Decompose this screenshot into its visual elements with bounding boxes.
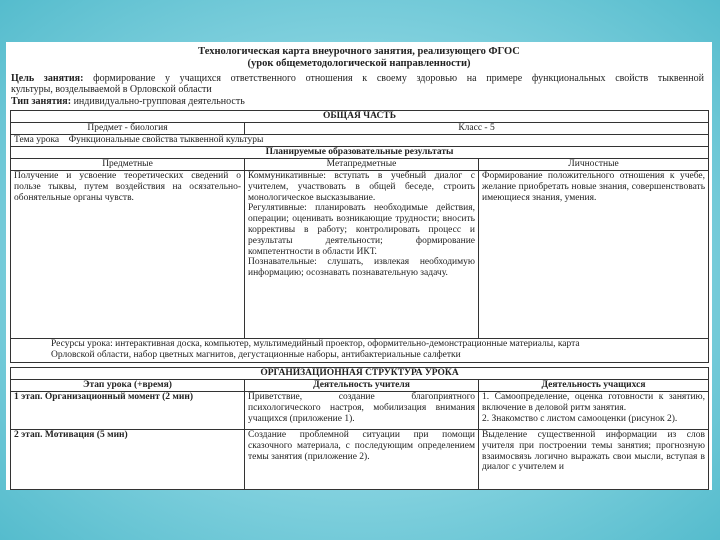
resources-line2: Орловской области, набор цветных магнитов, дегустационные наборы, антибактериальные салфетки bbox=[51, 349, 461, 360]
resources-row bbox=[11, 339, 709, 363]
general-header: ОБЩАЯ ЧАСТЬ bbox=[11, 111, 709, 123]
goal-text: формирование у учащихся ответственного отношения к своему здоровью на примере функциональных свойств тыквенной bbox=[93, 73, 704, 84]
topic-text: Функциональные свойства тыквенной культуры bbox=[68, 135, 264, 145]
col-subject-header: Предметные bbox=[11, 159, 245, 171]
topic-label: Тема урока bbox=[14, 135, 60, 145]
doc-subtitle: (урок общеметодологической направленности) bbox=[247, 58, 471, 69]
students-2: Выделение существенной информации из слов учителя при построении темы занятия; прогнозную взаимосвязь логично выражать свои мысли, вступая в диалог с учителем и bbox=[479, 430, 709, 490]
students-1 bbox=[479, 392, 709, 430]
students-1-a: 1. Самоопределение, оценка готовности к занятию, включение в деловой ритм занятия. bbox=[482, 392, 706, 413]
topic-row bbox=[11, 135, 709, 147]
general-table bbox=[10, 110, 709, 363]
org-header: ОРГАНИЗАЦИОННАЯ СТРУКТУРА УРОКА bbox=[11, 368, 709, 380]
resources-line1: Ресурсы урока: интерактивная доска, компьютер, мультимедийный проектор, оформительно-демонстрационные материалы, карта bbox=[51, 339, 580, 349]
grade-cell: Класс - 5 bbox=[245, 123, 709, 135]
meta-cognitive: Познавательные: слушать, извлекая необходимую информацию; осознавать познавательную задачу. bbox=[248, 257, 475, 279]
subject-results: Получение и усвоение теоретических сведений о пользе тыквы, путем воздействия на осязательно-обонятельные органы чувств. bbox=[11, 171, 245, 339]
type-label: Тип занятия: bbox=[11, 96, 72, 107]
document-page bbox=[6, 42, 712, 490]
meta-results bbox=[245, 171, 479, 339]
stage-1: 1 этап. Организационный момент (2 мин) bbox=[11, 392, 245, 430]
type-line bbox=[11, 96, 704, 107]
teacher-2: Создание проблемной ситуации при помощи сказочного материала, с последующим определением темы занятия (приложение 2). bbox=[245, 430, 479, 490]
type-text: индивидуально-групповая деятельность bbox=[73, 96, 245, 107]
col-students-header: Деятельность учащихся bbox=[479, 380, 709, 392]
doc-title: Технологическая карта внеурочного занятия, реализующего ФГОС bbox=[198, 46, 520, 57]
col-meta-header: Метапредметные bbox=[245, 159, 479, 171]
subject-cell: Предмет - биология bbox=[11, 123, 245, 135]
col-stage-header: Этап урока (+время) bbox=[11, 380, 245, 392]
stage-2: 2 этап. Мотивация (5 мин) bbox=[11, 430, 245, 490]
col-teacher-header: Деятельность учителя bbox=[245, 380, 479, 392]
goal-label: Цель занятия: bbox=[11, 73, 84, 84]
goal-text-cont: культуры, возделываемой в Орловской области bbox=[11, 84, 212, 95]
col-personal-header: Личностные bbox=[479, 159, 709, 171]
teacher-1: Приветствие, создание благоприятного психологического настроя, мобилизация внимания учащихся (приложение 1). bbox=[245, 392, 479, 430]
org-table bbox=[10, 367, 709, 490]
personal-results: Формирование положительного отношения к учебе, желание приобретать новые знания, совершенствовать имеющиеся знания, умения. bbox=[479, 171, 709, 339]
goal-line bbox=[11, 73, 704, 84]
results-header: Планируемые образовательные результаты bbox=[11, 147, 709, 159]
students-1-b: 2. Знакомство с листом самооценки (рисунок 2). bbox=[482, 413, 678, 424]
meta-regulative: Регулятивные: планировать необходимые действия, операции; оценивать возникающие трудности; вносить коррективы в работу; контролировать процесс и результаты деятельности; формирование компетентности в области ИКТ. bbox=[248, 203, 475, 257]
meta-communicative: Коммуникативные: вступать в учебный диалог с учителем, участвовать в общей беседе, строить монологическое высказывание. bbox=[248, 171, 475, 203]
